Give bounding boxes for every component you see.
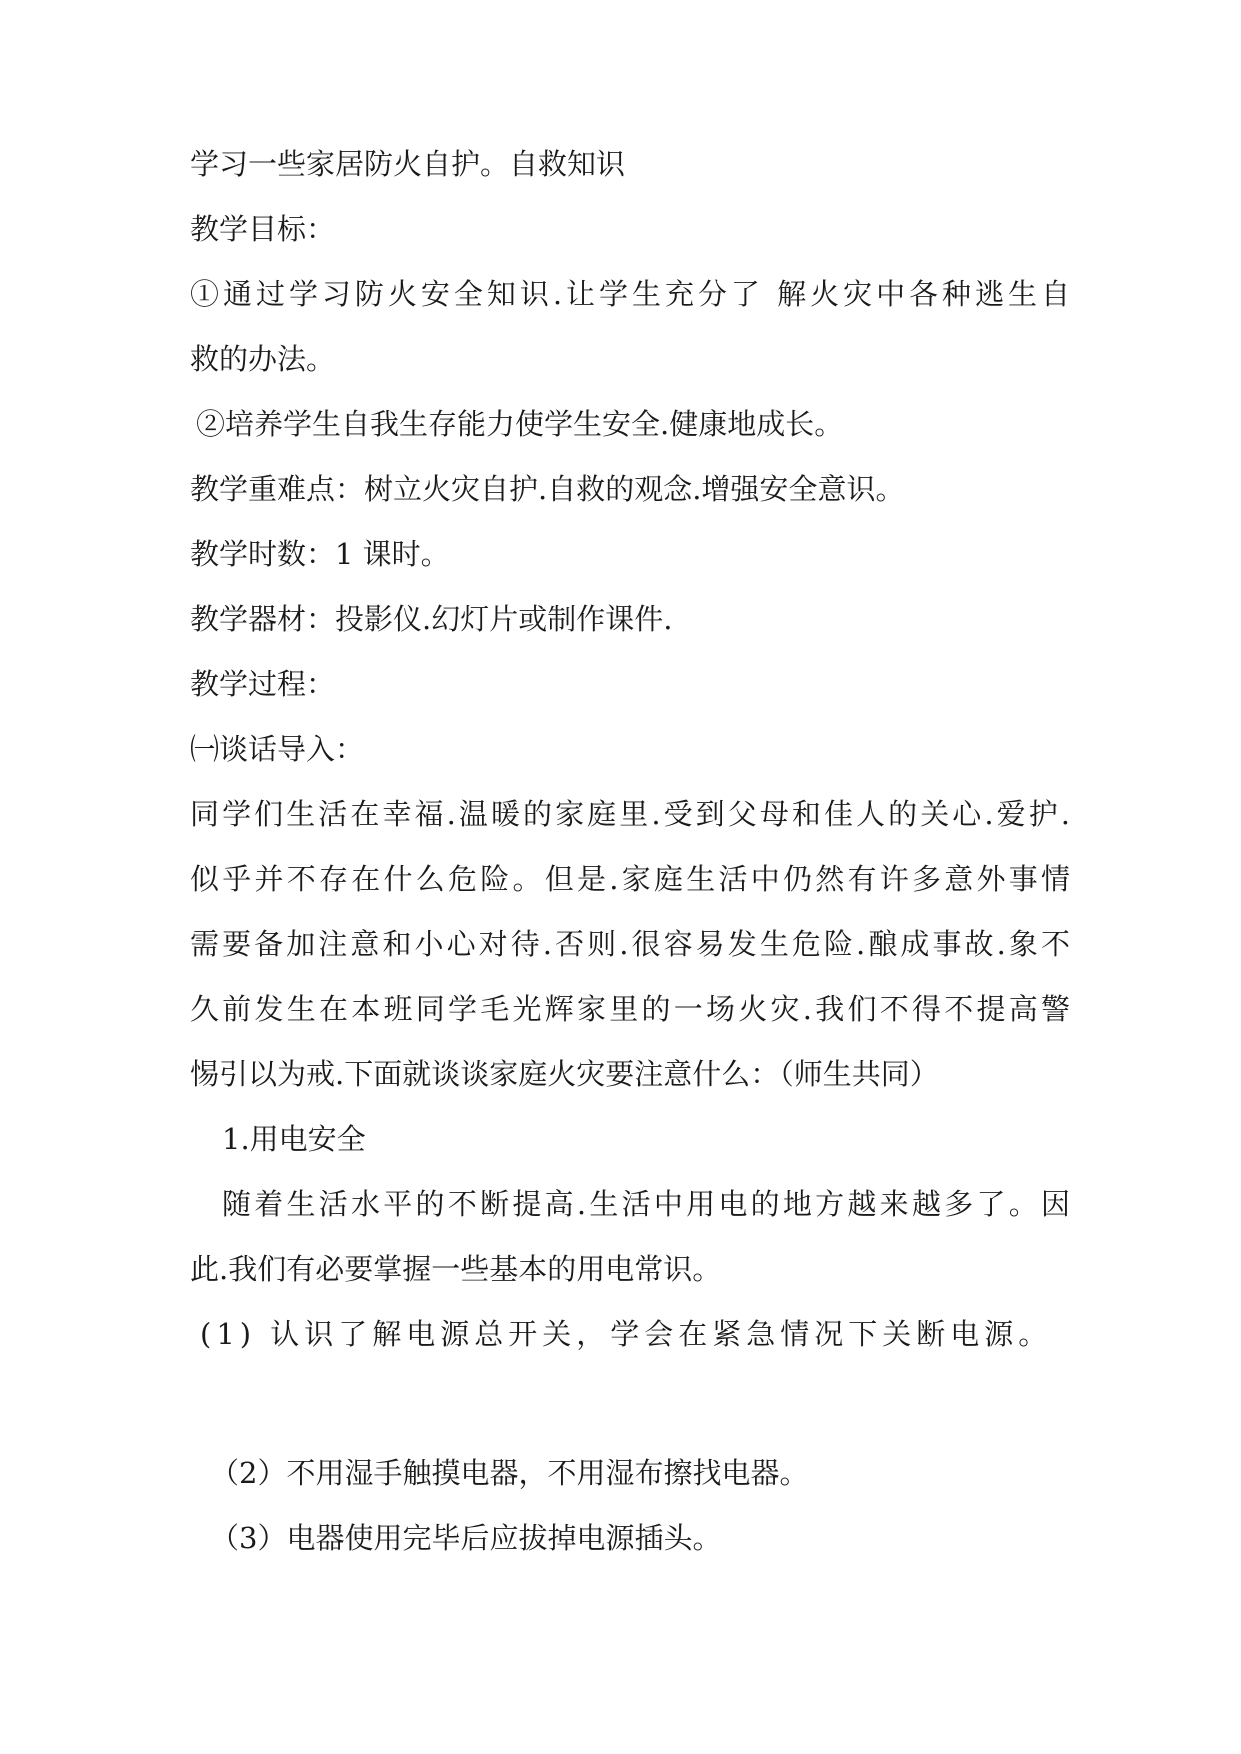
document-line-9: 教学过程：: [190, 667, 336, 701]
document-line-16: 1.用电安全: [222, 1122, 366, 1156]
document-line-13: 需要备加注意和小心对待.否则.很容易发生危险.酿成事故.象不: [190, 927, 1070, 961]
document-line-6: 教学重难点：树立火灾自护.自救的观念.增强安全意识。: [190, 472, 905, 506]
document-line-19: (1) 认识了解电源总开关，学会在紧急情况下关断电源。: [200, 1317, 1053, 1351]
document-line-20: （2）不用湿手触摸电器，不用湿布擦找电器。: [210, 1456, 809, 1490]
document-line-18: 此.我们有必要掌握一些基本的用电常识。: [190, 1252, 722, 1286]
document-line-10: ㈠谈话导入：: [190, 732, 365, 766]
document-line-2: 教学目标：: [190, 212, 336, 246]
document-line-11: 同学们生活在幸福.温暖的家庭里.受到父母和佳人的关心.爱护.: [190, 797, 1070, 831]
document-line-5: ②培养学生自我生存能力使学生安全.健康地成长。: [196, 407, 844, 441]
document-line-3: ①通过学习防火安全知识.让学生充分了 解火灾中各种逃生自: [190, 277, 1070, 311]
document-line-4: 救的办法。: [190, 342, 336, 376]
document-line-17: 随着生活水平的不断提高.生活中用电的地方越来越多了。因: [222, 1187, 1070, 1221]
document-line-12: 似乎并不存在什么危险。但是.家庭生活中仍然有许多意外事情: [190, 862, 1070, 896]
document-line-14: 久前发生在本班同学毛光辉家里的一场火灾.我们不得不提高警: [190, 992, 1070, 1026]
document-line-21: （3）电器使用完毕后应拔掉电源插头。: [210, 1521, 722, 1555]
document-line-1: 学习一些家居防火自护。自救知识: [190, 147, 626, 181]
document-line-15: 惕引以为戒.下面就谈谈家庭火灾要注意什么：（师生共同）: [190, 1057, 939, 1091]
document-line-8: 教学器材：投影仪.幻灯片或制作课件.: [190, 602, 673, 636]
document-line-7: 教学时数：1 课时。: [190, 537, 450, 571]
